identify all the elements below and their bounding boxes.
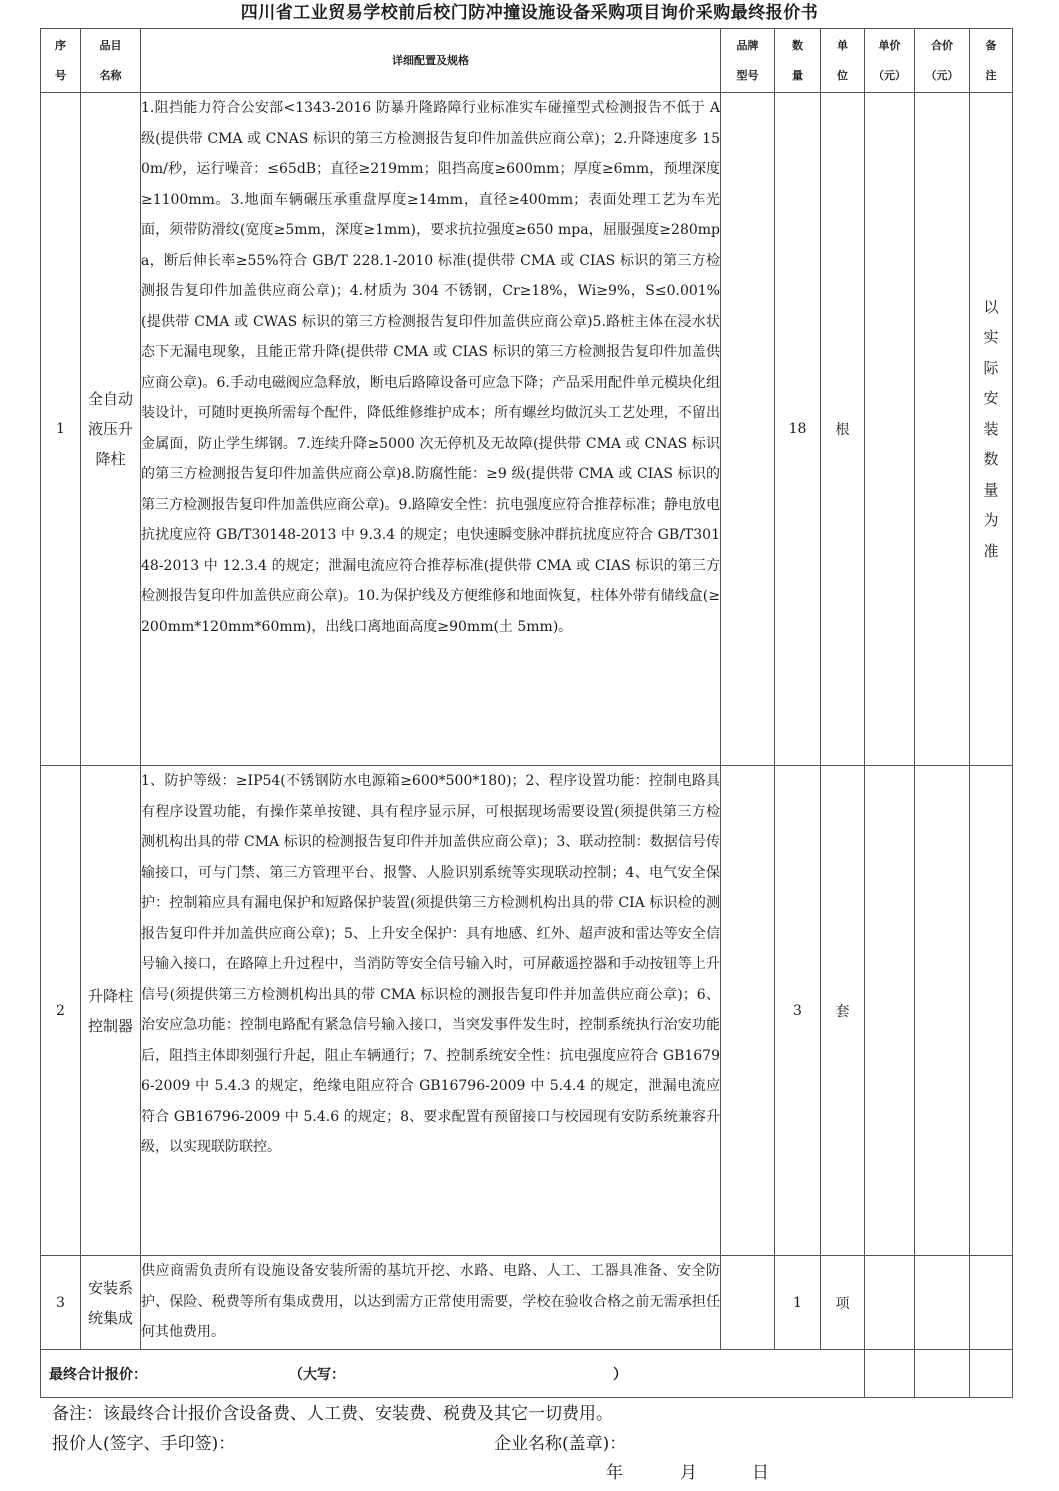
header-row <box>41 29 1013 93</box>
table-row <box>41 766 1013 1256</box>
row-brand <box>721 766 775 1256</box>
header-unit-price: 单价 （元） <box>865 29 915 93</box>
row-remark: 以 实 际 安 装 数 量 为 准 <box>970 93 1013 766</box>
header-name: 品目 名称 <box>81 29 141 93</box>
row-total-price <box>915 1256 970 1350</box>
row-spec: 1、防护等级：≥IP54(不锈钢防水电源箱≥600*500*180)；2、程序设置功能：控制电路具有程序设置功能，有操作菜单按键、具有程序显示屏，可根据现场需要设置(须提供第三方检测机构出具的带 CMA 标识的检测报告复印件并加盖供应商公章)；3、联动控制：数据信号传输接口，可与门禁、第三方管理平台、报警、人脸识别系统等实现联动控制；4、电气安全保护：控制箱应具有漏电保护和短路保护装置(须提供第三方检测机构出具的带 CIA 标识检的测报告复印件并加盖供应商公章)；5、上升安全保护：具有地感、红外、超声波和雷达等安全信号输入接口，在路障上升过程中，当消防等安全信号输入时，可屏蔽遥控器和手动按钮等上升信号(须提供第三方检测机构出具的带 CMA 标识检的测报告复印件并加盖供应商公章)；6、治安应急功能：控制电路配有紧急信号输入接口，当突发事件发生时，控制系统执行治安功能后，阻挡主体即刻强行升起，阻止车辆通行；7、控制系统安全性：抗电强度应符合 GB16796-2009 中 5.4.3 的规定，绝缘电阻应符合 GB16796-2009 中 5.4.4 的规定，泄漏电流应符合 GB16796-2009 中 5.4.6 的规定；8、要求配置有预留接口与校园现有安防系统兼容升级，以实现联防联控。 <box>141 766 721 1256</box>
row-name: 安装系统集成 <box>81 1256 141 1350</box>
row-name: 升降柱控制器 <box>81 766 141 1256</box>
row-unit-price <box>865 93 915 766</box>
row-total-price <box>915 93 970 766</box>
row-no: 2 <box>41 766 81 1256</box>
total-label-cell <box>41 1350 865 1398</box>
row-brand <box>721 93 775 766</box>
row-qty: 18 <box>775 93 821 766</box>
footer-company: 企业名称(盖章)： <box>494 1434 627 1454</box>
total-remark <box>970 1350 1013 1398</box>
row-unit: 套 <box>821 766 865 1256</box>
row-unit: 根 <box>821 93 865 766</box>
footer-date-day: 日 <box>752 1463 769 1483</box>
total-label: 最终合计报价： <box>49 1366 147 1383</box>
quotation-table <box>40 28 1013 1398</box>
row-unit: 项 <box>821 1256 865 1350</box>
footer-date-month: 月 <box>680 1463 697 1483</box>
footer-note: 备注：该最终合计报价含设备费、人工费、安装费、税费及其它一切费用。 <box>52 1404 613 1424</box>
total-row <box>41 1350 1013 1398</box>
row-no: 1 <box>41 93 81 766</box>
row-qty: 3 <box>775 766 821 1256</box>
total-words-open: （大写： <box>289 1366 345 1383</box>
row-unit-price <box>865 1256 915 1350</box>
total-words-close: ） <box>613 1366 627 1383</box>
row-spec: 1.阻挡能力符合公安部<1343-2016 防暴升隆路障行业标准实车碰撞型式检测报告不低于 A 级(提供带 CMA 或 CNAS 标识的第三方检测报告复印件加盖供应商公章)；2.升降速度多 150m/秒，运行噪音：≤65dB；直径≥219mm；阻挡高度≥600mm；厚度≥6mm，预埋深度≥1100mm。3.地面车辆碾压承重盘厚度≥14mm，直径≥400mm；表面处理工艺为车光面，须带防滑纹(宽度≥5mm，深度≥1mm)，要求抗拉强度≥650 mpa，屈服强度≥280mpa，断后伸长率≥55%符合 GB/T 228.1-2010 标准(提供带 CMA 或 CIAS 标识的第三方检测报告复印件加盖供应商公章)；4.材质为 304 不锈钢，Cr≥18%，Wi≥9%，S≤0.001%(提供带 CMA 或 CWAS 标识的第三方检测报告复印件加盖供应商公章)5.路桩主体在浸水状态下无漏电现象，且能正常升降(提供带 CMA 或 CIAS 标识的第三方检测报告复印件加盖供应商公章)。6.手动电磁阀应急释放，断电后路障设备可应急下降；产品采用配件单元模块化组装设计，可随时更换所需每个配件，降低维修维护成本；所有螺丝均做沉头工艺处理，不留出金属面，防止学生绑钢。7.连续升降≥5000 次无停机及无故障(提供带 CMA 或 CNAS 标识的第三方检测报告复印件加盖供应商公章)8.防腐性能：≥9 级(提供带 CMA 或 CIAS 标识的第三方检测报告复印件加盖供应商公章)。9.路障安全性：抗电强度应符合推荐标准；静电放电抗扰度应符 GB/T30148-2013 中 9.3.4 的规定；电快速瞬变脉冲群抗扰度应符合 GB/T30148-2013 中 12.3.4 的规定；泄漏电流应符合推荐标准(提供带 CMA 或 CIAS 标识的第三方检测报告复印件加盖供应商公章)。10.为保护线及方便维修和地面恢复，柱体外带有储线盒(≥200mm*120mm*60mm)，出线口离地面高度≥90mm(土 5mm)。 <box>141 93 721 766</box>
row-remark <box>970 766 1013 1256</box>
row-remark <box>970 1256 1013 1350</box>
header-brand: 品牌 型号 <box>721 29 775 93</box>
header-qty: 数 量 <box>775 29 821 93</box>
total-total-price <box>915 1350 970 1398</box>
row-qty: 1 <box>775 1256 821 1350</box>
footer-quoter: 报价人(签字、手印签)： <box>52 1434 236 1454</box>
header-no: 序 号 <box>41 29 81 93</box>
total-unit-price <box>865 1350 915 1398</box>
table-row <box>41 93 1013 766</box>
document-title: 四川省工业贸易学校前后校门防冲撞设施设备采购项目询价采购最终报价书 <box>240 3 819 23</box>
row-total-price <box>915 766 970 1256</box>
table-row <box>41 1256 1013 1350</box>
header-spec: 详细配置及规格 <box>141 29 721 93</box>
row-brand <box>721 1256 775 1350</box>
header-remark: 备 注 <box>970 29 1013 93</box>
row-name: 全自动液压升降柱 <box>81 93 141 766</box>
footer-date-year: 年 <box>606 1463 623 1483</box>
row-no: 3 <box>41 1256 81 1350</box>
header-unit: 单 位 <box>821 29 865 93</box>
row-unit-price <box>865 766 915 1256</box>
header-total-price: 合价 （元） <box>915 29 970 93</box>
row-spec: 供应商需负责所有设施设备安装所需的基坑开挖、水路、电路、人工、工器具准备、安全防护、保险、税费等所有集成费用，以达到需方正常使用需要，学校在验收合格之前无需承担任何其他费用。 <box>141 1256 721 1350</box>
